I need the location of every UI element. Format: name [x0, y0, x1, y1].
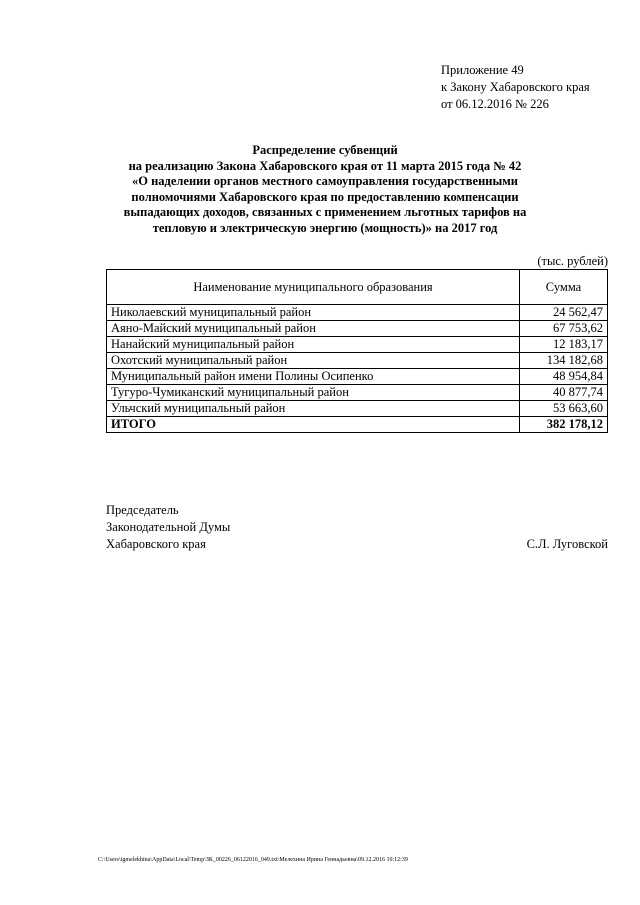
subvention-sum: 24 562,47: [520, 305, 608, 321]
title-line-3: «О наделении органов местного самоуправления государственными: [132, 174, 518, 188]
appendix-line-number: Приложение 49: [441, 63, 524, 77]
table-header-row: [107, 270, 608, 305]
appendix-line-date: от 06.12.2016 № 226: [441, 97, 549, 111]
municipality-name: Аяно-Майский муниципальный район: [107, 321, 520, 337]
table-row: [107, 305, 608, 321]
subvention-table: [106, 269, 608, 433]
total-sum: 382 178,12: [520, 417, 608, 433]
appendix-header: [441, 62, 590, 113]
table-row: [107, 321, 608, 337]
subvention-sum: 48 954,84: [520, 369, 608, 385]
signature-position-line-3: Хабаровского края: [106, 537, 206, 551]
appendix-line-law: к Закону Хабаровского края: [441, 80, 590, 94]
signature-position-line-2: Законодательной Думы: [106, 520, 231, 534]
units-label: (тыс. рублей): [537, 254, 608, 268]
signatory-name: С.Л. Луговской: [526, 537, 608, 551]
table-row: [107, 337, 608, 353]
header-municipality: Наименование муниципального образования: [107, 270, 520, 305]
title-line-1: Распределение субвенций: [252, 143, 398, 157]
title-line-5: выпадающих доходов, связанных с применением льготных тарифов на: [123, 205, 527, 219]
title-line-6: тепловую и электрическую энергию (мощность)» на 2017 год: [152, 220, 498, 235]
subvention-sum: 40 877,74: [520, 385, 608, 401]
title-line-4: полномочиями Хабаровского края по предоставлению компенсации: [131, 189, 519, 204]
document-title: [100, 143, 550, 236]
table-row: [107, 369, 608, 385]
table-row: [107, 353, 608, 369]
subvention-sum: 67 753,62: [520, 321, 608, 337]
subvention-sum: 134 182,68: [520, 353, 608, 369]
file-path-footer: C:\Users\igmelekhina\AppData\Local\Temp\ЗК_00226_06122016_049.txt\Мелехина Ирина Геннадьевна\09.12.2016 10:12:39: [98, 857, 408, 863]
signature-block: [106, 502, 608, 553]
municipality-name: Муниципальный район имени Полины Осипенко: [107, 369, 520, 385]
subvention-sum: 53 663,60: [520, 401, 608, 417]
table-row: [107, 401, 608, 417]
table-row: [107, 385, 608, 401]
municipality-name: Нанайский муниципальный район: [107, 337, 520, 353]
municipality-name: Охотский муниципальный район: [107, 353, 520, 369]
municipality-name: Ульчский муниципальный район: [107, 401, 520, 417]
subvention-sum: 12 183,17: [520, 337, 608, 353]
total-label: ИТОГО: [107, 417, 520, 433]
municipality-name: Тугуро-Чумиканский муниципальный район: [107, 385, 520, 401]
signature-position-line-1: Председатель: [106, 503, 179, 517]
municipality-name: Николаевский муниципальный район: [107, 305, 520, 321]
header-sum: Сумма: [520, 270, 608, 305]
table-total-row: [107, 417, 608, 433]
title-line-2: на реализацию Закона Хабаровского края от 11 марта 2015 года № 42: [128, 158, 522, 173]
